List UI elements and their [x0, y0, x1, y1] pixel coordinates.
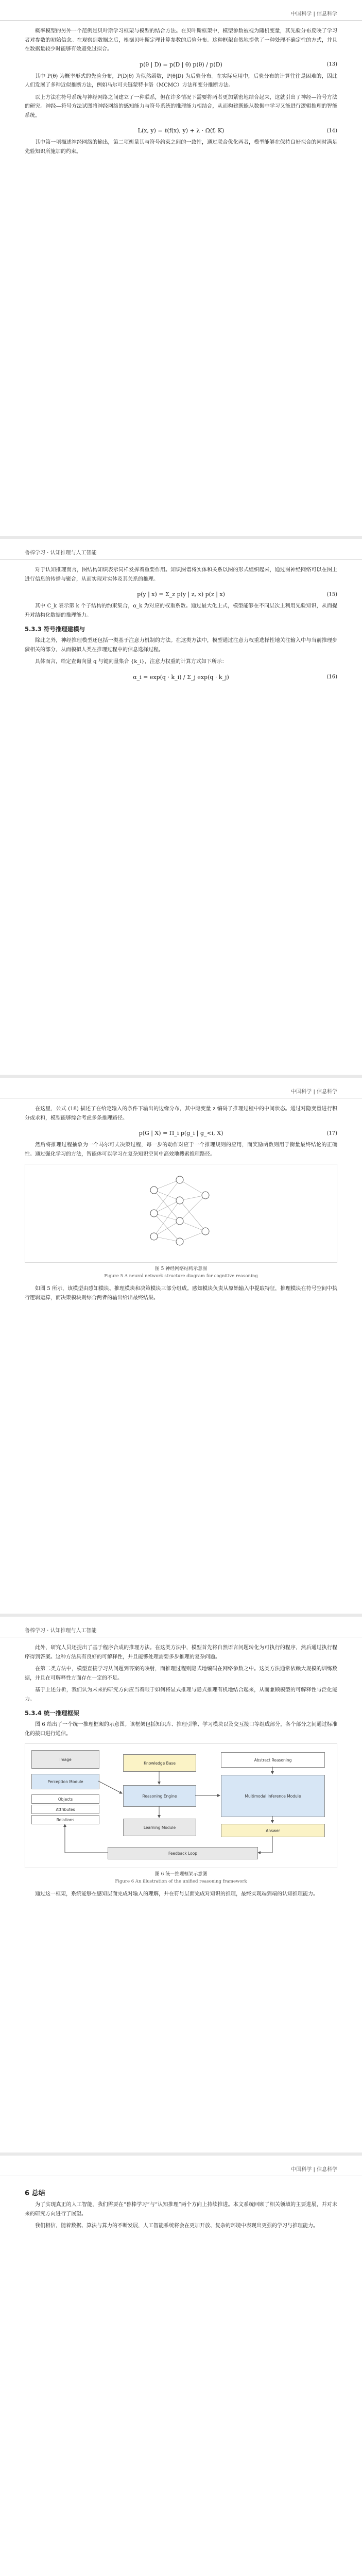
page-3	[0, 1078, 362, 1617]
equation-number: (13)	[326, 61, 337, 67]
running-header	[0, 1617, 362, 1637]
section-heading: 6 总结	[25, 2190, 45, 2197]
running-header	[0, 2156, 362, 2176]
paragraph: 如图 5 所示，该模型由感知模块、推理模块和决策模块三部分组成。感知模块负责从原始输入中提取特征，推理模块在符号空间中执行逻辑运算，而决策模块则综合两者的输出给出最终结果。	[25, 1286, 337, 1301]
caption-en: Figure 5 A neural network structure diagram for cognitive reasoning	[104, 1273, 258, 1279]
diagram-box-multimodal: Multimodal Inference Module	[221, 1775, 325, 1817]
running-header	[0, 1078, 362, 1098]
diagram-box-abstract-reasoning: Abstract Reasoning	[221, 1752, 325, 1768]
equation-number: (16)	[326, 674, 337, 680]
page-4	[0, 1617, 362, 2156]
paragraph: 具体而言，给定查询向量 q 与键向量集合 {k_i}，注意力权重的计算方式如下所示：	[35, 659, 227, 665]
page-1	[0, 0, 362, 539]
equation	[25, 1126, 337, 1141]
diagram-box-reasoning-engine: Reasoning Engine	[123, 1785, 196, 1807]
equation-number: (15)	[326, 591, 337, 597]
diagram-box-feedback: Feedback Loop	[108, 1847, 258, 1859]
caption-en: Figure 6 An illustration of the unified reasoning framework	[115, 1878, 247, 1884]
diagram-box-perception: Perception Module	[31, 1774, 99, 1789]
paragraph: 在第二类方法中，模型直接学习从问题到答案的映射，而推理过程则隐式地编码在网络参数之中。这类方法通常依赖大规模的训练数据，并且在可解释性方面存在一定的不足。	[25, 1666, 337, 1681]
running-header	[0, 0, 362, 21]
paragraph: 概率模型的另外一个范例是贝叶斯学习框架与模型的结合方法。在贝叶斯框架中，模型参数被视为随机变量，其先验分布反映了学习者对参数的初始信念。在观察到数据之后，根据贝叶斯定理计算参数的后验分布。这种框架自然地提供了一种处理不确定性的方式，并且在数据量较少时能够有效避免过拟合。	[25, 28, 337, 52]
paragraph: 在这里，公式 (18) 描述了在给定输入的条件下输出的边缘分布，其中隐变量 z 编码了推理过程中的中间状态。通过对隐变量进行积分或求和，模型能够综合考虑多条推理路径。	[25, 1106, 337, 1121]
equation	[25, 670, 337, 685]
caption-zh: 图 5 神经网络结构示意图	[154, 1266, 208, 1272]
equation	[25, 587, 337, 602]
equation-number: (14)	[326, 128, 337, 133]
paragraph: 图 6 给出了一个统一推理框架的示意图。该框架包括知识库、推理引擎、学习模块以及交互接口等组成部分，各个部分之间通过标准化的接口进行通信。	[25, 1722, 337, 1737]
paragraph: 通过这一框架，系统能够在感知层面完成对输入的理解，并在符号层面完成对知识的推理，最终实现端到端的认知推理能力。	[35, 1891, 318, 1897]
header-left: 鲁棒学习 · 认知推理与人工智能	[25, 550, 97, 556]
header-right: 中国科学 | 信息科学	[291, 11, 337, 17]
page-5	[0, 2156, 362, 2576]
header-left: 鲁棒学习 · 认知推理与人工智能	[25, 1628, 97, 1634]
paragraph: 为了实现真正的人工智能，我们需要在“鲁棒学习”与“认知推理”两个方向上持续推进。本文系统回顾了相关领域的主要进展，并对未来的研究方向进行了展望。	[25, 2202, 337, 2217]
diagram-box-knowledge-base: Knowledge Base	[123, 1754, 196, 1772]
paragraph: 基于上述分析，我们认为未来的研究方向应当着眼于如何将显式推理与隐式推理有机地结合起来，从而兼顾模型的可解释性与泛化能力。	[25, 1687, 337, 1702]
network-edges	[154, 1180, 205, 1242]
section-heading: 5.3.3 符号推理建模与	[25, 625, 85, 633]
equation-text: α_i = exp(q · k_i) / Σ_j exp(q · k_j)	[133, 673, 229, 681]
paragraph: 然后将推理过程抽象为一个马尔可夫决策过程，每一步的动作对应于一个推理规则的应用，而奖励函数则用于衡量最终结论的正确性。通过强化学习的方法，智能体可以学习在复杂知识空间中高效地搜索推理路径。	[25, 1142, 337, 1157]
running-header	[0, 539, 362, 560]
caption-zh: 图 6 统一推理框架示意图	[154, 1872, 208, 1877]
paragraph: 其中 C_k 表示第 k 个子结构的约束集合，α_k 为对应的权重系数。通过最大化上式，模型能够在不同层次上利用先验知识，从而提升对结构化数据的推理能力。	[25, 603, 337, 618]
diagram-box-learning-module: Learning Module	[123, 1819, 196, 1836]
figure-caption	[25, 1871, 337, 1885]
diagram-box-answer: Answer	[221, 1824, 325, 1837]
equation-number: (17)	[326, 1130, 337, 1136]
paragraph: 此外，研究人员还提出了基于程序合成的推理方法。在这类方法中，模型首先将自然语言问题转化为可执行的程序，然后通过执行程序得到答案。这种方法具有良好的可解释性，并且能够处理需要多步推理的复杂问题。	[25, 1645, 337, 1660]
paragraph: 其中 P(θ) 为概率形式的先验分布，P(D|θ) 为似然函数，P(θ|D) 为后验分布。在实际应用中，后验分布的计算往往是困难的，因此人们发展了多种近似推断方法，例如马尔可夫链蒙特卡洛（MCMC）方法和变分推断方法。	[25, 73, 337, 88]
diagram-box-objects: Objects	[31, 1794, 99, 1804]
equation-text: p(G | X) = Π_i p(g_i | g_<i, X)	[139, 1130, 223, 1137]
figure-neural-network	[25, 1164, 337, 1263]
equation-text: p(y | x) = Σ_z p(y | z, x) p(z | x)	[137, 591, 225, 598]
header-right: 中国科学 | 信息科学	[291, 2167, 337, 2173]
diagram-box-image: Image	[31, 1750, 99, 1769]
paragraph: 我们相信，随着数据、算法与算力的不断发展，人工智能系统将会在更加开放、复杂的环境中表现出更强的学习与推理能力。	[35, 2223, 318, 2229]
paragraph: 对于认知推理而言，图结构知识表示同样发挥着重要作用。知识图谱将实体和关系以图的形式组织起来，通过图神经网络可以在图上进行信息的传播与聚合，从而实现对实体及其关系的推理。	[25, 567, 337, 582]
page-2	[0, 539, 362, 1078]
figure-caption	[25, 1266, 337, 1279]
figure-unified-framework	[25, 1743, 337, 1868]
equation-text: p(θ | D) = p(D | θ) p(θ) / p(D)	[140, 61, 222, 68]
paragraph: 除此之外，神经推理模型还包括一类基于注意力机制的方法。在这类方法中，模型通过注意力权重选择性地关注输入中与当前推理步骤相关的部分，从而模拟人类在推理过程中的信息选择过程。	[25, 638, 337, 653]
paragraph: 以上方法在符号系统与神经网络之间建立了一种联系，但在许多情况下需要将两者更加紧密地结合起来，这就引出了神经—符号方法的研究。神经—符号方法试图将神经网络的感知能力与符号系统的推理能力相结合，从而构建既能从数据中学习又能进行逻辑推理的智能系统。	[25, 94, 337, 118]
diagram-box-relations: Relations	[31, 1815, 99, 1824]
diagram-box-attributes: Attributes	[31, 1805, 99, 1814]
section-heading: 5.3.4 统一推理框架	[25, 1709, 79, 1717]
equation-text: L(x, y) = ℓ(f(x), y) + λ · Ω(f, K)	[137, 127, 225, 134]
equation	[25, 123, 337, 138]
paragraph: 其中第一项描述神经网络的输出，第二项衡量其与符号约束之间的一致性，通过联合优化两者，模型能够在保持良好拟合的同时满足先验知识所施加的约束。	[25, 140, 337, 155]
header-right: 中国科学 | 信息科学	[291, 1089, 337, 1095]
equation	[25, 57, 337, 72]
neural-network-diagram	[25, 1164, 337, 1262]
